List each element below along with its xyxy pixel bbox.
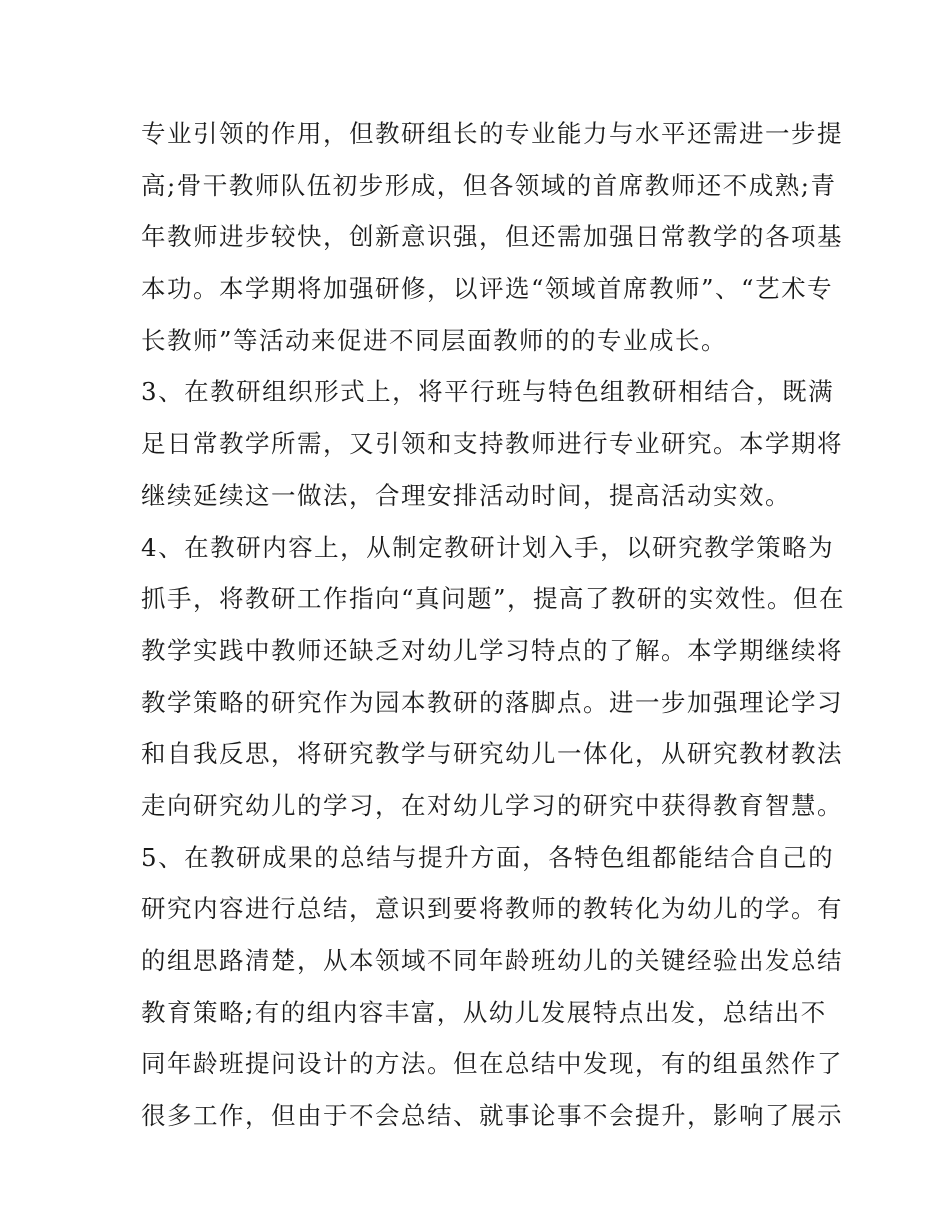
text-line: 和自我反思，将研究教学与研究幼儿一体化，从研究教材教法 — [141, 739, 843, 769]
text-line: 3、在教研组织形式上，将平行班与特色组教研相结合，既满 — [141, 377, 835, 407]
text-line: 继续延续这一做法，合理安排活动时间，提高活动实效。 — [141, 480, 791, 510]
text-line: 4、在教研内容上，从制定教研计划入手，以研究教学策略为 — [141, 532, 835, 562]
text-line: 同年龄班提问设计的方法。但在总结中发现，有的组虽然作了 — [141, 1049, 843, 1079]
text-line: 高;骨干教师队伍初步形成，但各领域的首席教师还不成熟;青 — [141, 170, 837, 200]
body-text — [141, 108, 846, 1142]
text-line: 教育策略;有的组内容丰富，从幼儿发展特点出发，总结出不 — [141, 997, 827, 1027]
text-line: 教学实践中教师还缺乏对幼儿学习特点的了解。本学期继续将 — [141, 635, 843, 665]
text-line: 抓手，将教研工作指向“真问题”，提高了教研的实效性。但在 — [141, 584, 846, 614]
text-line: 研究内容进行总结，意识到要将教师的教转化为幼儿的学。有 — [141, 894, 843, 924]
text-line: 年教师进步较快，创新意识强，但还需加强日常教学的各项基 — [141, 222, 843, 252]
text-line: 走向研究幼儿的学习，在对幼儿学习的研究中获得教育智慧。 — [141, 790, 843, 820]
text-line: 本功。本学期将加强研修，以评选“领域首席教师”、“艺术专 — [141, 274, 834, 304]
text-line: 足日常教学所需，又引领和支持教师进行专业研究。本学期将 — [141, 429, 843, 459]
text-line: 教学策略的研究作为园本教研的落脚点。进一步加强理论学习 — [141, 687, 843, 717]
text-line: 5、在教研成果的总结与提升方面，各特色组都能结合自己的 — [141, 842, 835, 872]
text-line: 专业引领的作用，但教研组长的专业能力与水平还需进一步提 — [141, 119, 843, 148]
text-line: 的组思路清楚，从本领域不同年龄班幼儿的关键经验出发总结 — [141, 946, 843, 975]
text-line: 很多工作，但由于不会总结、就事论事不会提升，影响了展示 — [141, 1101, 843, 1131]
text-line: 长教师”等活动来促进不同层面教师的的专业成长。 — [141, 325, 728, 355]
